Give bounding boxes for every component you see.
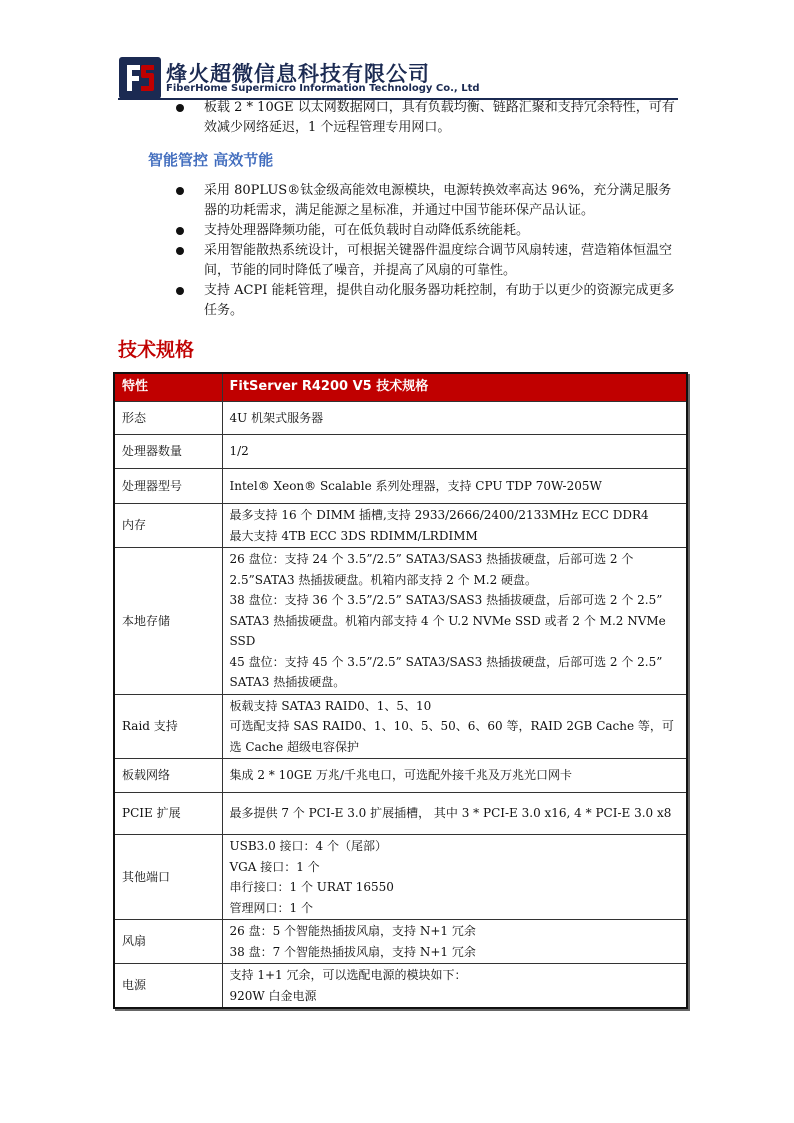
spec-value-line: 最多支持 16 个 DIMM 插槽,支持 2933/2666/2400/2133MHz ECC DDR4 [229,508,649,522]
spec-value-cell [222,402,687,435]
column-header-feature: 特性 [114,373,222,402]
spec-label-cell: 处理器数量 [114,435,222,469]
bullet-icon [176,287,184,295]
spec-value-cell [222,964,687,1009]
spec-label-cell: 其他端口 [114,835,222,920]
spec-value-cell [222,435,687,469]
spec-value-line: 串行接口：1 个 URAT 16550 [229,880,394,894]
power-bullet-list [172,181,682,321]
list-item [172,181,682,221]
column-header-spec: FitServer R4200 V5 技术规格 [222,373,687,402]
list-item-text: 支持 ACPI 能耗管理，提供自动化服务器功耗控制，有助于以更少的资源完成更多任务。 [204,283,675,318]
table-row [114,835,687,920]
spec-value-line: 最多提供 7 个 PCI-E 3.0 扩展插槽， 其中 3 * PCI-E 3.0 x16, 4 * PCI-E 3.0 x8 [229,806,672,821]
list-item [172,281,682,321]
table-row [114,759,687,793]
spec-value-line: 最大支持 4TB ECC 3DS RDIMM/LRDIMM [229,528,478,543]
table-row [114,504,687,548]
company-name-en: FiberHome Supermicro Information Technology Co., Ltd [166,83,480,94]
spec-table [113,372,688,1009]
list-item [172,221,682,241]
list-item-text: 板载 2 * 10GE 以太网数据网口，具有负载均衡、链路汇聚和支持冗余特性，可有效减少网络延迟，1 个远程管理专用网口。 [204,100,675,135]
spec-value-cell [222,920,687,964]
list-item-text: 支持处理器降频功能，可在低负载时自动降低系统能耗。 [204,223,530,238]
spec-value-line: 1/2 [229,444,249,459]
spec-value-line: 26 盘位：支持 24 个 3.5”/2.5” SATA3/SAS3 热插拔硬盘，后部可选 2 个 2.5”SATA3 热插拔硬盘。机箱内部支持 2 个 M.2 硬盘。 [229,552,634,587]
spec-value-line: USB3.0 接口：4 个（尾部） [229,839,388,853]
table-row [114,548,687,695]
spec-value-cell [222,694,687,759]
table-row [114,402,687,435]
spec-value-cell [222,504,687,548]
spec-value-line: 集成 2 * 10GE 万兆/千兆电口，可选配外接千兆及万兆光口网卡 [229,768,573,783]
table-row [114,469,687,504]
spec-value-line: VGA 接口：1 个 [229,859,320,874]
spec-label-cell: 内存 [114,504,222,548]
spec-value-line: 38 盘位：支持 36 个 3.5”/2.5” SATA3/SAS3 热插拔硬盘，后部可选 2 个 2.5” SATA3 热插拔硬盘。机箱内部支持 4 个 U.2 NVMe SSD 或者 2 个 M.2 NVMe SSD [229,593,666,648]
spec-value-line: 920W 白金电源 [229,988,317,1003]
spec-value-line: 38 盘：7 个智能热插拔风扇，支持 N+1 冗余 [229,944,476,959]
table-header-row [114,373,687,402]
spec-value-line: 可选配支持 SAS RAID0、1、10、5、50、6、60 等，RAID 2GB Cache 等，可选 Cache 超级电容保护 [229,719,674,754]
table-row [114,435,687,469]
list-item-text: 采用智能散热系统设计，可根据关键器件温度综合调节风扇转速，营造箱体恒温空间，节能的同时降低了噪音，并提高了风扇的可靠性。 [204,243,673,278]
spec-label-cell: PCIE 扩展 [114,793,222,835]
bullet-icon [176,247,184,255]
list-item-text: 采用 80PLUS®钛金级高能效电源模块，电源转换效率高达 96%，充分满足服务器的功耗需求，满足能源之星标准，并通过中国节能环保产品认证。 [204,183,672,218]
network-bullet-list [172,98,682,138]
spec-value-line: Intel® Xeon® Scalable 系列处理器，支持 CPU TDP 70W-205W [229,478,602,493]
table-row [114,694,687,759]
section-subheading: 智能管控 高效节能 [148,151,274,169]
spec-value-cell [222,548,687,695]
spec-table-body [114,402,687,1009]
company-name-cn: 烽火超微信息科技有限公司 [166,62,430,86]
spec-value-line: 板载支持 SATA3 RAID0、1、5、10 [229,698,432,713]
spec-value-cell [222,835,687,920]
list-item [172,241,682,281]
bullet-icon [176,187,184,195]
spec-value-cell [222,759,687,793]
spec-label-cell: 板载网络 [114,759,222,793]
spec-label-cell: 形态 [114,402,222,435]
spec-label-cell: 电源 [114,964,222,1009]
page-header [118,52,678,104]
spec-value-line: 管理网口：1 个 [229,900,313,915]
spec-label-cell: 风扇 [114,920,222,964]
spec-value-line: 45 盘位：支持 45 个 3.5”/2.5” SATA3/SAS3 热插拔硬盘，后部可选 2 个 2.5” SATA3 热插拔硬盘。 [229,654,663,689]
spec-label-cell: 处理器型号 [114,469,222,504]
bullet-icon [176,104,184,112]
spec-label-cell: Raid 支持 [114,694,222,759]
spec-value-cell [222,793,687,835]
table-row [114,964,687,1009]
spec-value-line: 26 盘：5 个智能热插拔风扇，支持 N+1 冗余 [229,924,476,938]
table-row [114,793,687,835]
spec-value-line: 支持 1+1 冗余，可以选配电源的模块如下： [229,968,467,982]
table-row [114,920,687,964]
fs-logo-icon [118,56,162,100]
bullet-icon [176,227,184,235]
spec-value-line: 4U 机架式服务器 [229,410,324,425]
spec-label-cell: 本地存储 [114,548,222,695]
spec-value-cell [222,469,687,504]
list-item [172,98,682,138]
section-title: 技术规格 [118,339,195,361]
